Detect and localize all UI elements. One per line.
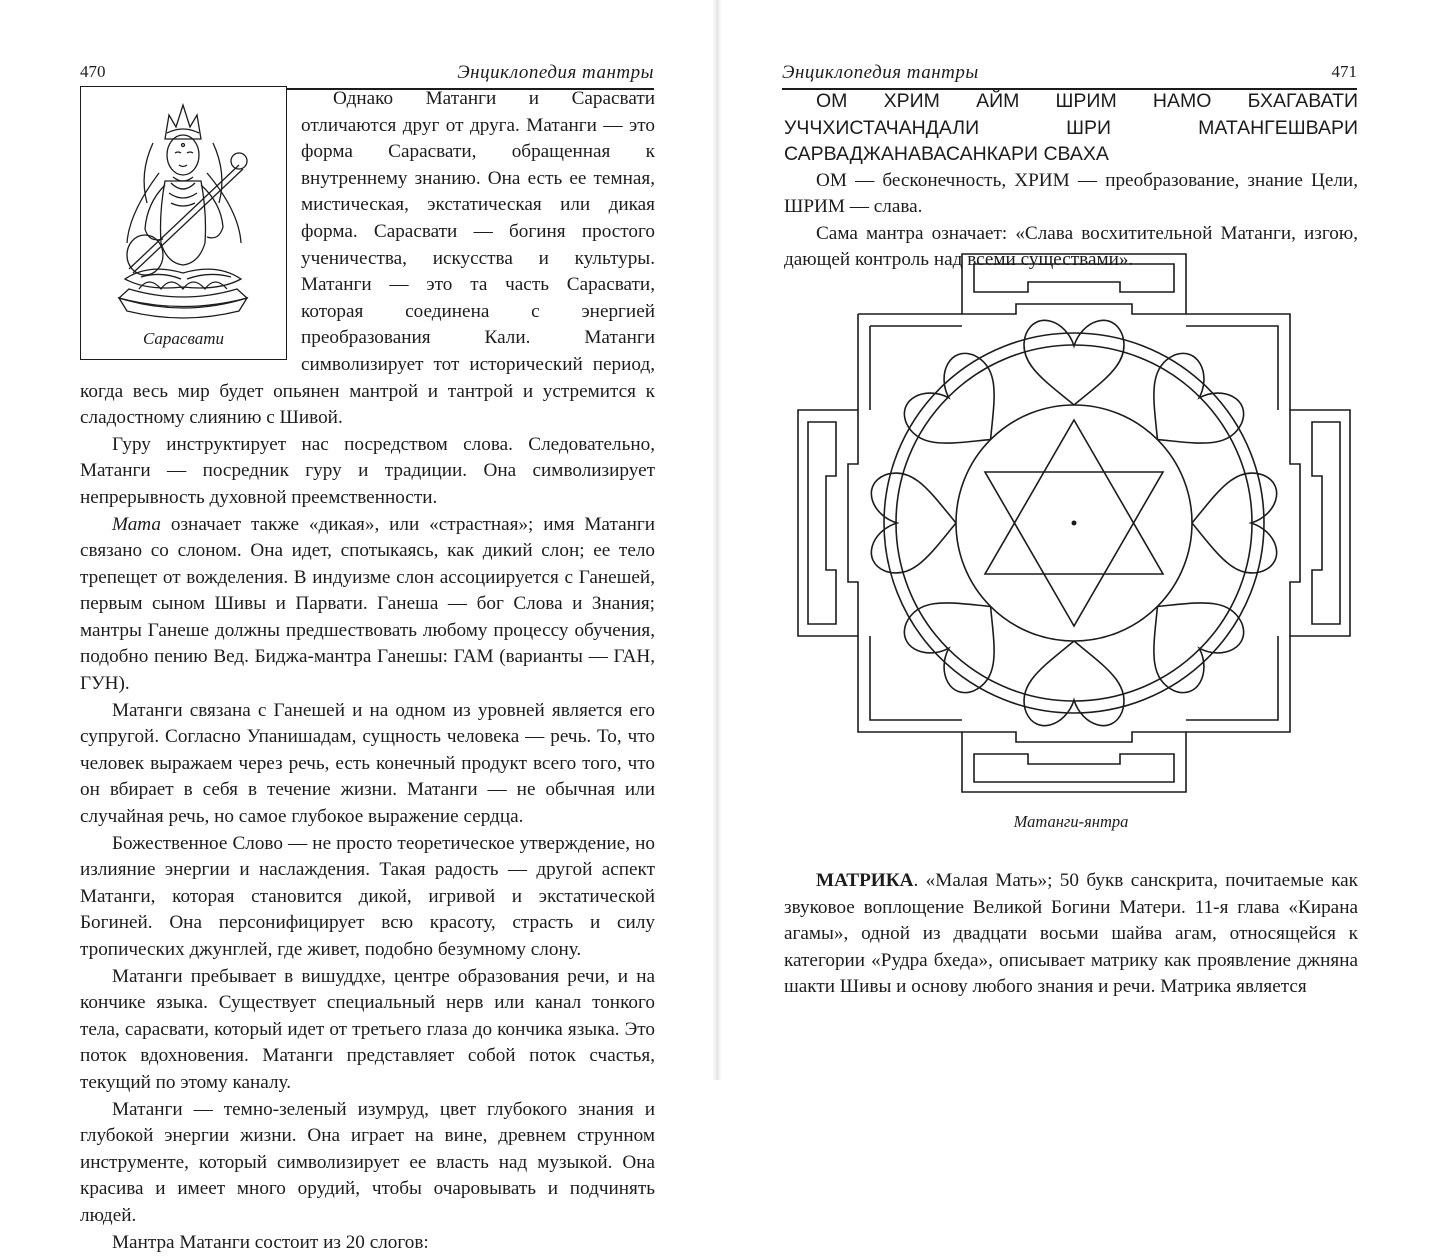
yantra-caption: Матанги-янтра bbox=[1013, 812, 1129, 831]
right-paragraph-1: ОМ — бесконечность, ХРИМ — преобразование, знание Цели, ШРИМ — слава. bbox=[784, 169, 1358, 218]
matangi-yantra-diagram bbox=[794, 250, 1354, 796]
left-paragraph-6: Матанги — темно-зеленый изумруд, цвет глубокого знания и глубокой энергии жизни. Она играет на вине, древнем струнном инструменте, который символизирует ее власть над музыкой. Она красива и имеет много орудий, чтобы очаровывать и подчинять людей. bbox=[80, 1098, 655, 1226]
left-paragraph-1: Однако Матанги и Сарасвати отличаются друг от друга. Матанги — это форма Сарасвати, обращенная к внутреннему знанию. Она есть ее темная, мистическая, экстатическая или дикая форма. Сарасвати — богиня простого ученичества, искусства и культуры. Матанги — это та часть Сарасвати, которая соединена с энергией преобразования Кали. Матанги символизирует тот исторический период, когда весь мир будет опьянен мантрой и тантрой и устремится к сладостному слиянию с Шивой. bbox=[80, 88, 655, 429]
matrika-entry bbox=[784, 868, 1358, 1001]
matrika-paragraph bbox=[784, 868, 1358, 1001]
right-page-number: 471 bbox=[1331, 62, 1357, 81]
saraswati-figure bbox=[80, 86, 287, 360]
left-paragraph-2: Гуру инструктирует нас посредством слова. Следовательно, Матанги — посредник гуру и традиции. Она символизирует непрерывность духовной преемственности. bbox=[80, 433, 655, 508]
right-running-header bbox=[782, 58, 1357, 90]
book-gutter bbox=[712, 0, 722, 1080]
right-body-text bbox=[784, 88, 1358, 274]
matrika-term: МАТРИКА bbox=[816, 870, 914, 891]
left-body-text bbox=[80, 86, 655, 1256]
matrika-text: . «Малая Мать»; 50 букв санскрита, почитаемые как звуковое воплощение Великой Богини Матери. 11-я глава «Кирана агамы», одной из двадцати восьми шайва агам, относящейся к категории «Рудра бхеда», описывает матрику как проявление джняна шакти Шивы и основу любого знания и речи. Матрика является bbox=[784, 870, 1358, 998]
left-paragraph-7: Мантра Матанги состоит из 20 слогов: bbox=[112, 1231, 429, 1253]
mantra-text: ОМ ХРИМ АЙМ ШРИМ НАМО БХАГАВАТИ УЧЧХИСТАЧАНДАЛИ ШРИ МАТАНГЕШВАРИ САРВАДЖАНАВАСАНКАРИ СВАХА bbox=[784, 90, 1358, 165]
left-paragraph-3: Матанги связана с Ганешей и на одном из уровней является его супругой. Согласно Упанишадам, сущность человека — речь. То, что человек выражаем через речь, есть конечный продукт всего того, что он вбирает в себя в течение жизни. Матанги — не обычная или случайная речь, но самое глубокое выражение сердца. bbox=[80, 699, 655, 828]
right-page bbox=[722, 0, 1434, 1080]
right-running-title: Энциклопедия тантры bbox=[782, 62, 979, 83]
saraswati-caption: Сарасвати bbox=[142, 329, 225, 349]
left-paragraph-4: Божественное Слово — не просто теоретическое утверждение, но излияние энергии и наслаждения. Такая радость — другой аспект Матанги, которая становится дикой, игривой и экстатической Богиней. Она персонифицирует всю красоту, страсть и силу тропических джунглей, где живет, подобно безумному слону. bbox=[80, 832, 655, 960]
left-paragraph-mata bbox=[80, 512, 655, 698]
right-paragraph-2: Сама мантра означает: «Слава восхитительной Матанги, изгою, дающей контроль над всеми существами». bbox=[784, 222, 1358, 271]
left-running-title: Энциклопедия тантры bbox=[457, 62, 654, 83]
left-paragraph-5: Матанги пребывает в вишуддхе, центре образования речи, и на кончике языка. Существует специальный нерв или канал тонкого тела, сарасвати, который идет от третьего глаза до кончика языка. Это поток вдохновения. Матанги представляет собой поток счастья, текущий по этому каналу. bbox=[80, 965, 655, 1093]
mata-term: Мата bbox=[112, 513, 161, 535]
mata-text: означает также «дикая», или «страстная»; имя Матанги связано со слоном. Она идет, спотыкаясь, как дикий слон; ее тело трепещет от вожделения. В индуизме слон ассоциируется с Ганешей, первым сыном Шивы и Парвати. Ганеша — бог Слова и Знания; мантры Ганеше должны предшествовать любому процессу обучения, подобно пению Вед. Биджа-мантра Ганешы: ГАМ (варианты — ГАН, ГУН). bbox=[80, 513, 655, 695]
left-page-number: 470 bbox=[80, 62, 106, 81]
left-page bbox=[0, 0, 712, 1253]
bindu-dot bbox=[1072, 521, 1077, 526]
saraswati-illustration bbox=[89, 93, 277, 325]
